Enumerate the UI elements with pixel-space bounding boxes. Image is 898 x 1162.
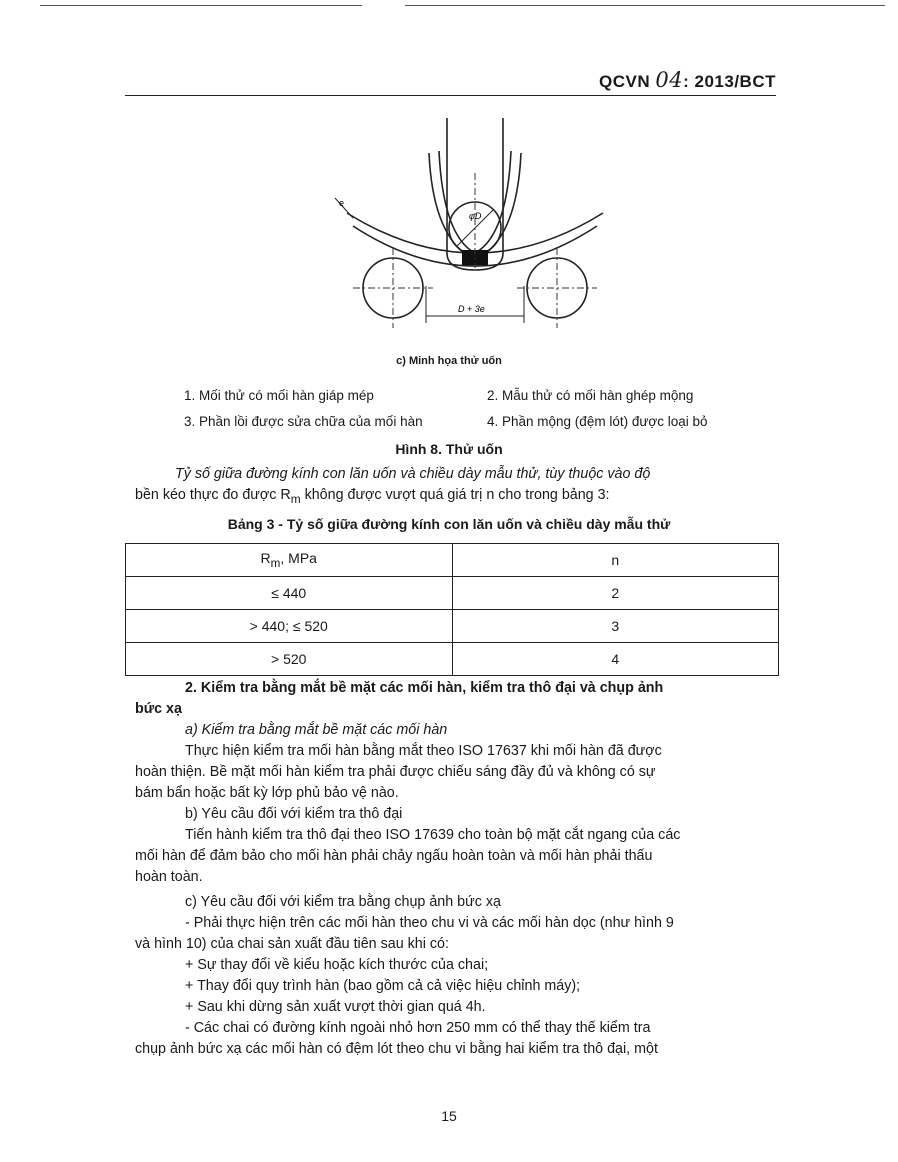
code-number-handwritten: 04 — [655, 68, 684, 92]
thickness-label: e — [339, 198, 345, 208]
cell-rm: ≤ 440 — [126, 577, 453, 610]
ratio-table — [125, 543, 779, 676]
scan-top-line-left — [40, 5, 362, 6]
header-n: n — [452, 544, 779, 577]
span-label: D + 3e — [458, 304, 485, 314]
subsection-c-line: - Phải thực hiện trên các mối hàn theo chu vi và các mối hàn dọc (như hình 9 — [185, 915, 674, 931]
intro-paragraph — [135, 464, 775, 510]
subsection-c-line: - Các chai có đường kính ngoài nhỏ hơn 250 mm có thể thay thế kiểm tra — [185, 1020, 651, 1036]
diameter-label: φD — [469, 211, 482, 221]
subsection-c-line: chụp ảnh bức xạ các mối hàn có đệm lót theo chu vi bằng hai kiểm tra thô đại, một — [135, 1041, 658, 1057]
table-title: Bảng 3 - Tỷ số giữa đường kính con lăn uốn và chiều dày mẫu thử — [227, 516, 671, 532]
bend-test-diagram — [325, 118, 615, 333]
subsection-a-line: bám bẩn hoặc bất kỳ lớp phủ bảo vệ nào. — [135, 785, 399, 801]
subsection-b-line: Tiến hành kiểm tra thô đại theo ISO 17639 cho toàn bộ mặt cắt ngang của các — [185, 827, 681, 843]
subsection-c-line: + Sau khi dừng sản xuất vượt thời gian quá 4h. — [185, 999, 486, 1015]
intro-line-2-post: không được vượt quá giá trị n cho trong bảng 3: — [300, 487, 610, 503]
subsection-a-title: a) Kiểm tra bằng mắt bề mặt các mối hàn — [185, 722, 448, 738]
figure-title: Hình 8. Thử uốn — [395, 441, 503, 457]
intro-line-2 — [135, 485, 775, 510]
intro-subscript: m — [290, 491, 301, 506]
cell-n: 3 — [452, 610, 779, 643]
cell-n: 2 — [452, 577, 779, 610]
intro-line-2-pre: bền kéo thực đo được R — [135, 487, 291, 503]
code-suffix: : 2013/BCT — [683, 72, 776, 91]
table-row — [126, 643, 779, 676]
subsection-b-line: hoàn toàn. — [135, 869, 203, 885]
document-code — [599, 68, 776, 92]
subsection-b-title: b) Yêu cầu đối với kiểm tra thô đại — [185, 806, 403, 822]
cell-rm: > 440; ≤ 520 — [126, 610, 453, 643]
header-rm: $R_m$, MPa — [126, 544, 453, 577]
scan-top-line-right — [405, 5, 885, 6]
table-row — [126, 610, 779, 643]
header-rule — [125, 95, 776, 96]
legend-item-3: 3. Phần lồi được sửa chữa của mối hàn — [184, 414, 423, 429]
subsection-b-line: mối hàn để đảm bảo cho mối hàn phải chảy ngấu hoàn toàn và mối hàn phải thấu — [135, 848, 653, 864]
subsection-a-line: Thực hiện kiểm tra mối hàn bằng mắt theo ISO 17637 khi mối hàn đã được — [185, 743, 662, 759]
table-row — [126, 577, 779, 610]
subsection-c-line: + Thay đổi quy trình hàn (bao gồm cả cả việc hiệu chỉnh máy); — [185, 978, 581, 994]
intro-line-1: Tỷ số giữa đường kính con lăn uốn và chiều dày mẫu thử, tùy thuộc vào độ — [175, 466, 651, 482]
table-header-row — [126, 544, 779, 577]
cell-n: 4 — [452, 643, 779, 676]
page-number: 15 — [441, 1108, 457, 1124]
legend-item-1: 1. Mối thử có mối hàn giáp mép — [184, 388, 374, 403]
code-prefix: QCVN — [599, 72, 651, 91]
subsection-c-line: + Sự thay đổi về kiểu hoặc kích thước của chai; — [185, 957, 489, 973]
figure-caption: c) Minh họa thử uốn — [396, 355, 502, 367]
section-2-heading-cont: bức xạ — [135, 701, 182, 717]
legend-item-4: 4. Phần mộng (đệm lót) được loại bỏ — [487, 414, 708, 429]
cell-rm: > 520 — [126, 643, 453, 676]
legend-item-2: 2. Mẫu thử có mối hàn ghép mộng — [487, 388, 694, 403]
section-2 — [135, 678, 775, 1060]
subsection-c-line: và hình 10) của chai sản xuất đầu tiên sau khi có: — [135, 936, 449, 952]
section-2-heading: 2. Kiểm tra bằng mắt bề mặt các mối hàn, kiểm tra thô đại và chụp ảnh — [185, 680, 664, 696]
subsection-a-line: hoàn thiện. Bề mặt mối hàn kiểm tra phải được chiếu sáng đầy đủ và không có sự — [135, 764, 656, 780]
subsection-c-title: c) Yêu cầu đối với kiểm tra bằng chụp ảnh bức xạ — [185, 894, 501, 910]
